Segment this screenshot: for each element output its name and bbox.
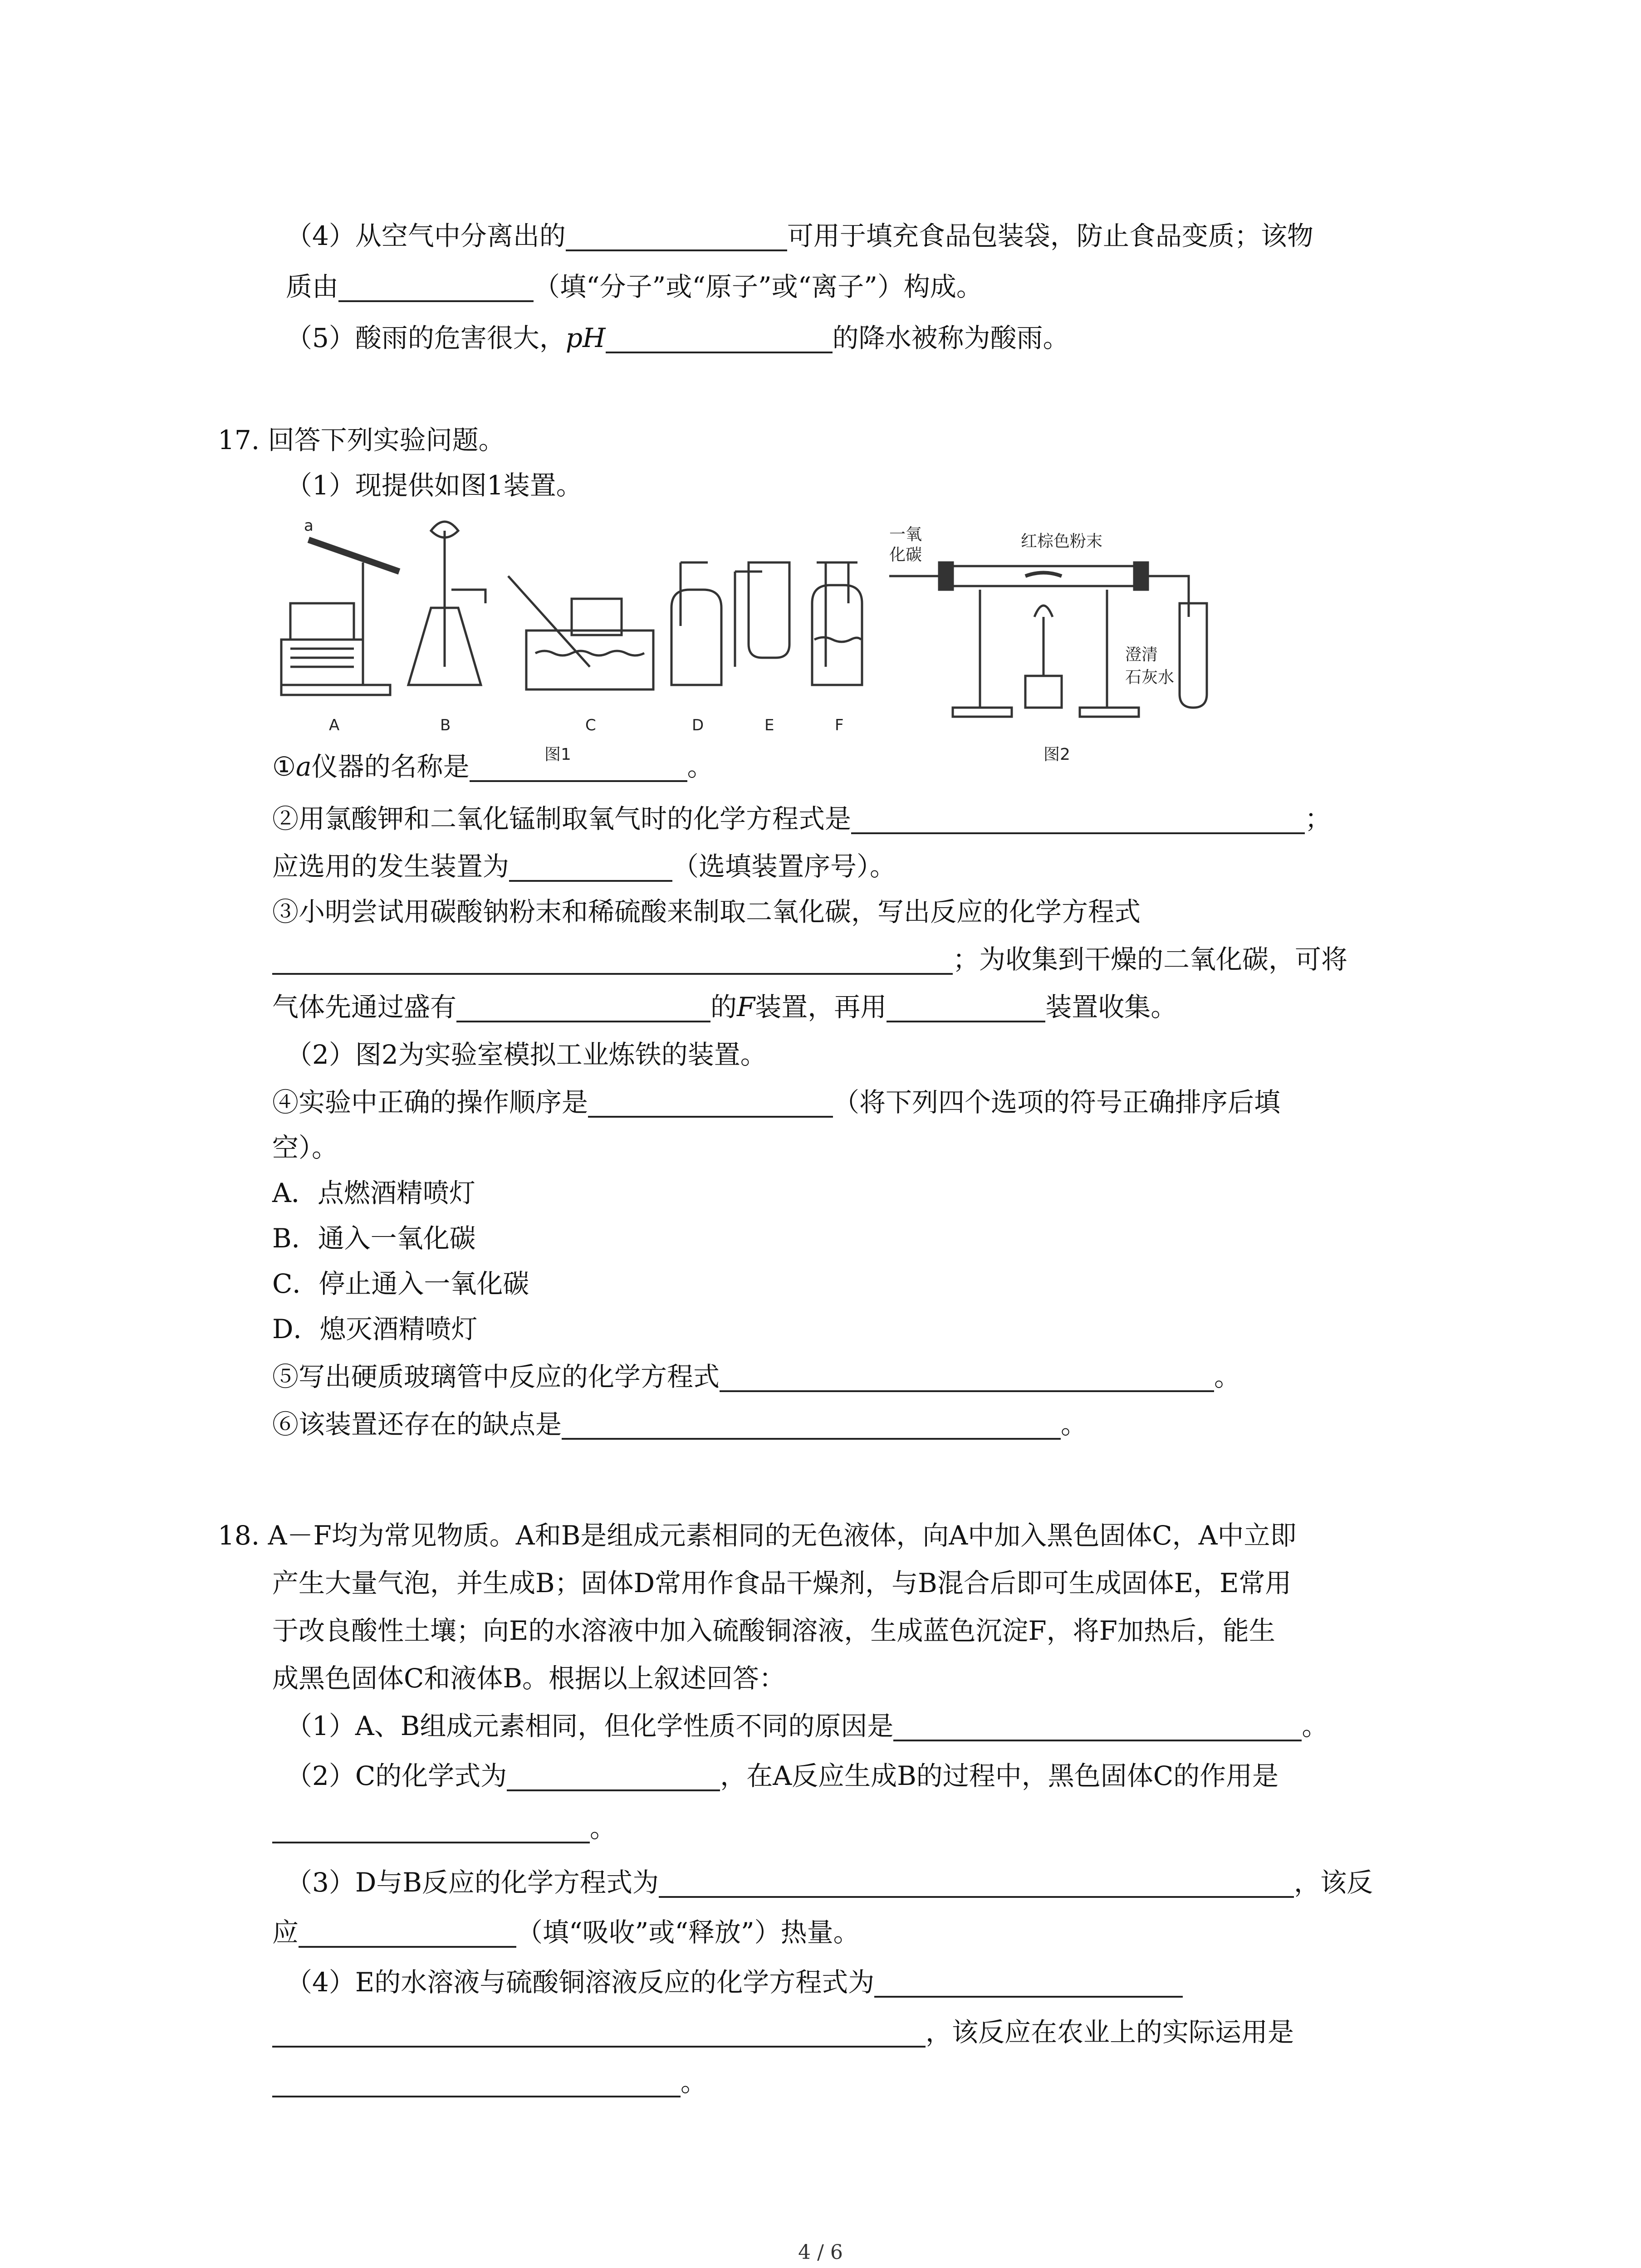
answer-blank[interactable] xyxy=(893,1711,1302,1741)
q18-sub2-b xyxy=(272,1810,616,1846)
q16-line-4 xyxy=(286,218,1313,254)
label-E: E xyxy=(764,716,774,734)
q18-text: （2）C的化学式为 xyxy=(286,1760,507,1791)
answer-blank[interactable] xyxy=(272,2068,681,2097)
q18-sub2 xyxy=(286,1758,1279,1794)
q16-text: （5）酸雨的危害很大， xyxy=(286,323,566,353)
stand-base-a xyxy=(281,685,390,695)
q17-text: 的 xyxy=(710,992,737,1022)
q18-text: 。 xyxy=(590,1813,617,1843)
option-c: C．停止通入一氧化碳 xyxy=(272,1268,529,1299)
circle-num: ① xyxy=(272,751,296,782)
q17-text: （将下列四个选项的符号正确排序后填 xyxy=(833,1087,1281,1118)
q17-stem: 17. 回答下列实验问题。 xyxy=(218,425,505,455)
powder-label: 红棕色粉末 xyxy=(1021,532,1103,551)
q18-sub3-b xyxy=(272,1914,860,1950)
q17-part2: （2）图2为实验室模拟工业炼铁的装置。 xyxy=(286,1039,767,1070)
label-F: F xyxy=(835,716,844,734)
delivery-tube-c xyxy=(508,576,590,667)
answer-blank[interactable] xyxy=(456,992,710,1022)
bottle-f xyxy=(812,585,862,685)
italic-f: F xyxy=(737,992,755,1022)
q17-text: （选填装置序号）。 xyxy=(672,851,896,882)
q18-stem-line4: 成黑色固体C和液体B。根据以上叙述回答： xyxy=(272,1663,786,1694)
apparatus-figures xyxy=(272,513,1270,767)
q18-text: 应 xyxy=(272,1917,299,1948)
option-b: B．通入一氧化碳 xyxy=(272,1223,476,1254)
answer-blank[interactable] xyxy=(299,1918,516,1948)
answer-blank[interactable] xyxy=(874,1968,1183,1998)
q18-text: 。 xyxy=(1302,1711,1328,1741)
answer-blank[interactable] xyxy=(887,992,1045,1022)
q17-text: ⑤写出硬质玻璃管中反应的化学方程式 xyxy=(272,1361,720,1392)
q17-text: 气体先通过盛有 xyxy=(272,992,457,1022)
q18-sub4 xyxy=(286,1964,1183,2000)
trough-c xyxy=(526,631,653,689)
q17-sub4 xyxy=(272,1084,1280,1120)
q17-text: ④实验中正确的操作顺序是 xyxy=(272,1087,588,1118)
limewater-label-2: 石灰水 xyxy=(1125,668,1175,687)
answer-blank[interactable] xyxy=(606,323,833,353)
hard-glass-tube xyxy=(948,566,1139,586)
limewater-tube xyxy=(1180,603,1207,708)
outlet-tube xyxy=(1148,576,1189,617)
answer-blank[interactable] xyxy=(588,1088,833,1118)
q17-sub1 xyxy=(272,748,714,785)
q17-text: ； xyxy=(1305,803,1332,834)
answer-blank[interactable] xyxy=(851,804,1305,834)
label-B: B xyxy=(440,716,451,734)
answer-blank[interactable] xyxy=(338,272,534,302)
q17-text: ⑥该装置还存在的缺点是 xyxy=(272,1409,562,1440)
q16-text: 可用于填充食品包装袋，防止食品变质；该物 xyxy=(787,220,1313,251)
q17-text: 应选用的发生装置为 xyxy=(272,851,509,882)
answer-blank[interactable] xyxy=(272,945,953,975)
co-label-1: 一氧 xyxy=(889,525,922,544)
q16-line-5 xyxy=(286,269,983,305)
fig2-caption: 图2 xyxy=(1043,745,1070,764)
q16-text: 的降水被称为酸雨。 xyxy=(832,323,1069,353)
q17-text: 。 xyxy=(1061,1409,1087,1440)
answer-blank[interactable] xyxy=(562,1410,1061,1440)
q18-stem-line3: 于改良酸性土壤；向E的水溶液中加入硫酸铜溶液，生成蓝色沉淀F，将F加热后，能生 xyxy=(272,1615,1275,1646)
test-tube-a xyxy=(309,540,399,572)
q17-text: 。 xyxy=(687,751,714,782)
answer-blank[interactable] xyxy=(566,221,787,251)
label-a: a xyxy=(304,517,314,535)
q16-line-6 xyxy=(286,320,1069,356)
q18-text: （填“吸收”或“释放”）热量。 xyxy=(516,1917,860,1948)
q17-sub3-b xyxy=(272,941,1347,978)
bottle-e xyxy=(749,562,789,658)
q18-stem-line2: 产生大量气泡，并生成B；固体D常用作食品干燥剂，与B混合后即可生成固体E，E常用 xyxy=(272,1568,1292,1598)
q18-sub1 xyxy=(286,1708,1328,1744)
q17-sub4-b: 空）。 xyxy=(272,1132,338,1163)
label-A: A xyxy=(329,716,340,734)
q18-sub4-c xyxy=(272,2064,707,2100)
fig1-caption: 图1 xyxy=(544,745,571,764)
co-label-2: 化碳 xyxy=(889,546,922,564)
answer-blank[interactable] xyxy=(659,1868,1294,1898)
page-number: 4 / 6 xyxy=(798,2241,843,2264)
q18-text: ，该反 xyxy=(1294,1867,1373,1898)
q18-text: ，该反应在农业上的实际运用是 xyxy=(926,2017,1294,2048)
q18-text: （3）D与B反应的化学方程式为 xyxy=(286,1867,659,1898)
ph-symbol: pH xyxy=(565,323,606,353)
limewater-label-1: 澄清 xyxy=(1125,645,1158,664)
answer-blank[interactable] xyxy=(470,752,687,782)
answer-blank[interactable] xyxy=(509,852,672,882)
lamp-body-a xyxy=(290,603,354,640)
q18-text: （4）E的水溶液与硫酸铜溶液反应的化学方程式为 xyxy=(286,1967,875,1998)
q17-text: ；为收集到干燥的二氧化碳，可将 xyxy=(953,944,1348,975)
apparatus-diagram xyxy=(272,513,1270,767)
blast-burner xyxy=(1025,676,1062,708)
q18-text: （1）A、B组成元素相同，但化学性质不同的原因是 xyxy=(286,1711,894,1741)
q17-text: 装置收集。 xyxy=(1045,992,1177,1022)
option-d: D．熄灭酒精喷灯 xyxy=(272,1314,478,1344)
q17-text: 仪器的名称是 xyxy=(311,751,470,782)
q16-text: 质由 xyxy=(286,271,339,302)
label-D: D xyxy=(692,716,704,734)
q17-sub6 xyxy=(272,1406,1087,1442)
q18-sub4-b xyxy=(272,2014,1294,2050)
q18-sub3 xyxy=(286,1864,1373,1901)
answer-blank[interactable] xyxy=(272,1813,590,1843)
answer-blank[interactable] xyxy=(507,1761,720,1791)
q18-stem-line1: 18. A－F均为常见物质。A和B是组成元素相同的无色液体，向A中加入黑色固体C，A中立即 xyxy=(218,1520,1297,1551)
italic-a: a xyxy=(296,751,312,782)
q17-sub2-b xyxy=(272,848,896,885)
q17-sub3-c xyxy=(272,989,1177,1025)
q17-sub5 xyxy=(272,1359,1240,1395)
q17-sub3: ③小明尝试用碳酸钠粉末和稀硫酸来制取二氧化碳，写出反应的化学方程式 xyxy=(272,896,1141,927)
q17-part1: （1）现提供如图1装置。 xyxy=(286,470,583,501)
label-C: C xyxy=(585,716,596,734)
q18-text: 。 xyxy=(681,2067,707,2097)
q16-text: （4）从空气中分离出的 xyxy=(286,220,566,251)
red-brown-powder xyxy=(1025,573,1062,577)
answer-blank[interactable] xyxy=(720,1362,1214,1392)
q17-text: ②用氯酸钾和二氧化锰制取氧气时的化学方程式是 xyxy=(272,803,852,834)
q18-text: ，在A反应生成B的过程中，黑色固体C的作用是 xyxy=(720,1760,1279,1791)
q17-sub2 xyxy=(272,801,1331,837)
q17-text: 装置，再用 xyxy=(755,992,887,1022)
q17-text: 。 xyxy=(1214,1361,1241,1392)
q16-text: （填“分子”或“原子”或“离子”）构成。 xyxy=(534,271,983,302)
answer-blank[interactable] xyxy=(272,2018,926,2048)
bottle-d xyxy=(671,590,721,685)
option-a: A．点燃酒精喷灯 xyxy=(272,1178,475,1208)
wood-block-a xyxy=(281,640,363,685)
